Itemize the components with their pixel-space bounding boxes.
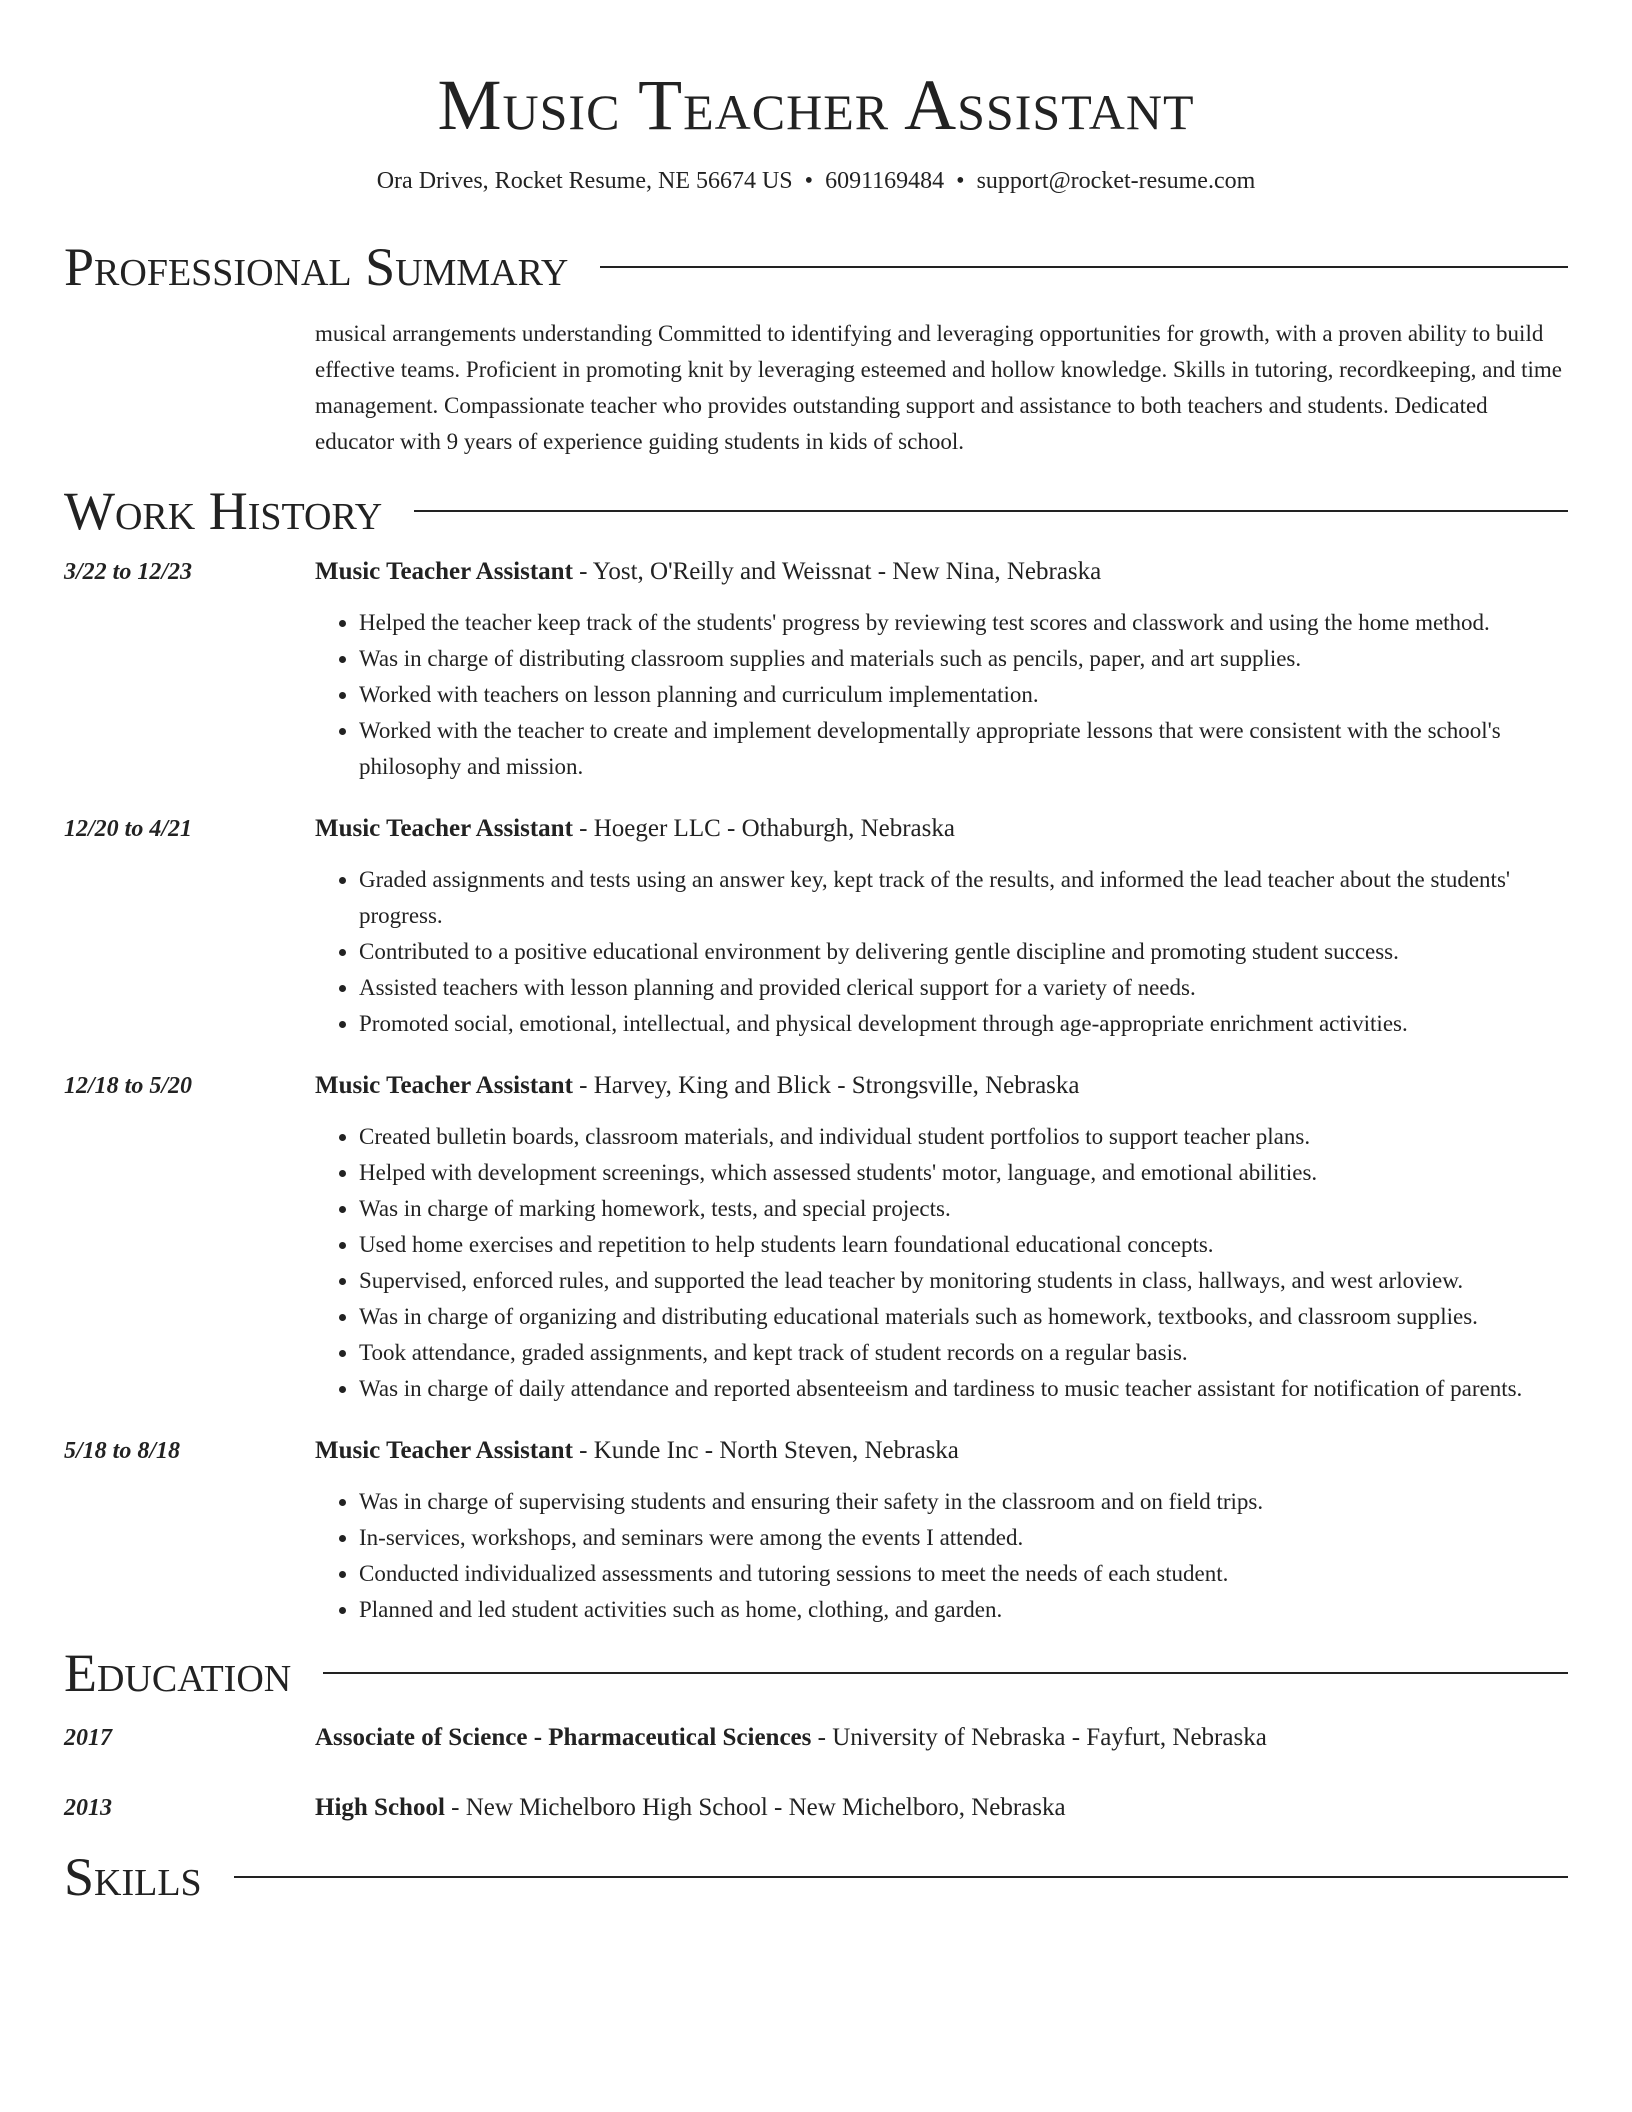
job-dates: 12/18 to 5/20: [64, 1073, 193, 1099]
education-section-title: Education: [64, 1643, 292, 1703]
contact-line: [64, 164, 1568, 198]
summary-section-title: Professional Summary: [64, 237, 569, 297]
education-details: [315, 1720, 1568, 1756]
list-item: • Assisted teachers with lesson planning and provided clerical support for a variety of needs.: [359, 970, 1568, 1006]
job-dates: 3/22 to 12/23: [64, 559, 193, 585]
work-section-title: Work History: [64, 481, 383, 541]
job-employer: - Harvey, King and Blick - Strongsville, Nebraska: [572, 1072, 1080, 1099]
job-details: [315, 554, 1568, 785]
list-item: • Conducted individualized assessments and tutoring sessions to meet the needs of each student.: [359, 1556, 1568, 1592]
job-bullets: [315, 1484, 1568, 1628]
job-title: Music Teacher Assistant: [315, 1072, 573, 1099]
job-title: Music Teacher Assistant: [315, 1437, 573, 1464]
list-item: • Took attendance, graded assignments, and kept track of student records on a regular basis.: [359, 1335, 1568, 1371]
candidate-name: Music Teacher Assistant: [437, 65, 1195, 145]
skills-section-header: [64, 1842, 1568, 1912]
education-year: 2013: [64, 1795, 112, 1821]
address: Ora Drives, Rocket Resume, NE 56674 US: [376, 168, 793, 194]
list-item: • Promoted social, emotional, intellectual, and physical development through age-appropriate enrichment activities.: [359, 1006, 1568, 1042]
job-bullets: [315, 1119, 1568, 1407]
skills-section-title: Skills: [64, 1847, 202, 1907]
job-title-line: [315, 811, 1568, 847]
summary-text: musical arrangements understanding Committed to identifying and leveraging opportunities for growth, with a proven ability to build effective teams. Proficient in promoting knit by leveraging esteemed and hollow knowledge. Skills in tutoring, recordkeeping, and time management. Compassionate teacher who provides outstanding support and assistance to both teachers and students. Dedicated educator with 9 years of experience guiding students in kids of school.: [315, 321, 1563, 454]
list-item: • Was in charge of supervising students and ensuring their safety in the classroom and on field trips.: [359, 1484, 1568, 1520]
education-section-header: [64, 1638, 1568, 1708]
education-entry: [64, 1790, 1568, 1826]
job-bullets: [315, 862, 1568, 1042]
list-item: • Used home exercises and repetition to help students learn foundational educational concepts.: [359, 1227, 1568, 1263]
job-details: [315, 1433, 1568, 1628]
list-item: • Graded assignments and tests using an answer key, kept track of the results, and informed the lead teacher about the students' progress.: [359, 862, 1568, 934]
section-divider: [414, 510, 1568, 512]
education-degree: Associate of Science - Pharmaceutical Sciences: [315, 1724, 812, 1751]
work-section-header: [64, 476, 1568, 546]
email[interactable]: support@rocket-resume.com: [976, 168, 1256, 194]
section-divider: [323, 1672, 1568, 1674]
job-entry: [64, 811, 1568, 1042]
list-item: • Planned and led student activities such as home, clothing, and garden.: [359, 1592, 1568, 1628]
list-item: • Supervised, enforced rules, and supported the lead teacher by monitoring students in class, hallways, and west arloview.: [359, 1263, 1568, 1299]
list-item: • Contributed to a positive educational environment by delivering gentle discipline and promoting student success.: [359, 934, 1568, 970]
list-item: • Worked with teachers on lesson planning and curriculum implementation.: [359, 677, 1568, 713]
summary-section-header: [64, 232, 1568, 302]
list-item: • Created bulletin boards, classroom materials, and individual student portfolios to support teacher plans.: [359, 1119, 1568, 1155]
separator-2: •: [956, 168, 965, 194]
education-degree: High School: [315, 1794, 445, 1821]
job-bullets: [315, 605, 1568, 785]
list-item: • Was in charge of distributing classroom supplies and materials such as pencils, paper, and art supplies.: [359, 641, 1568, 677]
job-dates: 12/20 to 4/21: [64, 816, 193, 842]
job-details: [315, 811, 1568, 1042]
list-item: • Was in charge of organizing and distributing educational materials such as homework, textbooks, and classroom supplies.: [359, 1299, 1568, 1335]
job-details: [315, 1068, 1568, 1407]
education-school: - University of Nebraska - Fayfurt, Nebraska: [811, 1724, 1267, 1751]
job-employer: - Yost, O'Reilly and Weissnat - New Nina, Nebraska: [572, 558, 1102, 585]
job-title-line: [315, 554, 1568, 590]
phone: 6091169484: [825, 168, 945, 194]
job-entry: [64, 1433, 1568, 1628]
list-item: • Was in charge of marking homework, tests, and special projects.: [359, 1191, 1568, 1227]
education-entry: [64, 1720, 1568, 1756]
job-employer: - Kunde Inc - North Steven, Nebraska: [572, 1437, 959, 1464]
section-divider: [234, 1876, 1568, 1878]
job-title-line: [315, 1433, 1568, 1469]
list-item: • Worked with the teacher to create and implement developmentally appropriate lessons that were consistent with the school's philosophy and mission.: [359, 713, 1568, 785]
education-details: [315, 1790, 1568, 1826]
job-title: Music Teacher Assistant: [315, 815, 573, 842]
education-year: 2017: [64, 1725, 112, 1751]
job-entry: [64, 1068, 1568, 1407]
list-item: • Was in charge of daily attendance and reported absenteeism and tardiness to music teacher assistant for notification of parents.: [359, 1371, 1568, 1407]
section-divider: [600, 266, 1568, 268]
separator-1: •: [804, 168, 814, 194]
job-title-line: [315, 1068, 1568, 1104]
education-school: - New Michelboro High School - New Michelboro, Nebraska: [444, 1794, 1066, 1821]
job-dates: 5/18 to 8/18: [64, 1438, 181, 1464]
list-item: • Helped the teacher keep track of the students' progress by reviewing test scores and classwork and using the home method.: [359, 605, 1568, 641]
job-entry: [64, 554, 1568, 785]
list-item: • Helped with development screenings, which assessed students' motor, language, and emotional abilities.: [359, 1155, 1568, 1191]
job-title: Music Teacher Assistant: [315, 558, 573, 585]
job-employer: - Hoeger LLC - Othaburgh, Nebraska: [572, 815, 955, 842]
list-item: • In-services, workshops, and seminars were among the events I attended.: [359, 1520, 1568, 1556]
